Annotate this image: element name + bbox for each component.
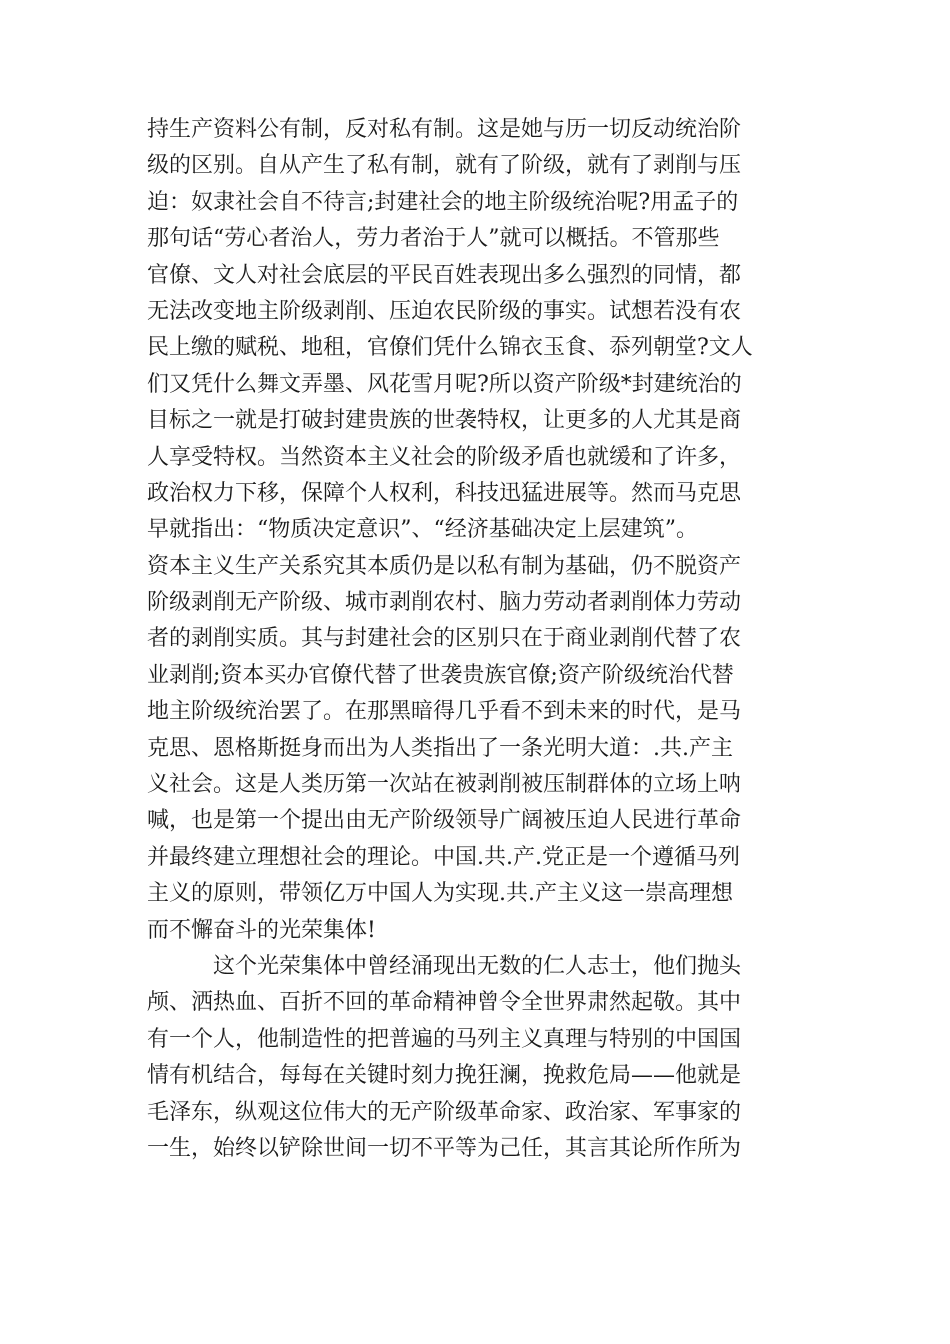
text-line: 并最终建立理想社会的理论。中国.共.产.党正是一个遵循马列 <box>147 844 740 870</box>
text-line: 迫：奴隶社会自不待言;封建社会的地主阶级统治呢?用孟子的 <box>147 189 739 215</box>
text-line: 情有机结合，每每在关键时刻力挽狂澜，挽救危局——他就是 <box>147 1063 742 1089</box>
text-line: 主义的原则，带领亿万中国人为实现.共.产主义这一崇高理想 <box>147 881 733 907</box>
body-text <box>147 112 807 1167</box>
text-line: 业剥削;资本买办官僚代替了世袭贵族官僚;资产阶级统治代替 <box>147 662 734 688</box>
text-line: 地主阶级统治罢了。在那黑暗得几乎看不到未来的时代，是马 <box>147 699 742 725</box>
text-line: 们又凭什么舞文弄墨、风花雪月呢?所以资产阶级*封建统治的 <box>147 371 742 397</box>
text-line: 持生产资料公有制，反对私有制。这是她与历一切反动统治阶 <box>147 117 742 142</box>
text-line: 一生，始终以铲除世间一切不平等为己任，其言其论所作所为 <box>147 1135 742 1161</box>
text-line: 民上缴的赋税、地租，官僚们凭什么锦衣玉食、忝列朝堂?文人 <box>147 335 753 361</box>
text-line: 而不懈奋斗的光荣集体! <box>147 917 376 943</box>
text-line: 那句话“劳心者治人，劳力者治于人”就可以概括。不管那些 <box>147 226 720 252</box>
text-line: 喊，也是第一个提出由无产阶级领导广阔被压迫人民进行革命 <box>147 808 742 834</box>
text-line: 阶级剥削无产阶级、城市剥削农村、脑力劳动者剥削体力劳动 <box>147 590 742 616</box>
text-line: 毛泽东，纵观这位伟大的无产阶级革命家、政治家、军事家的 <box>147 1099 742 1125</box>
text-line: 人享受特权。当然资本主义社会的阶级矛盾也就缓和了许多， <box>147 444 742 470</box>
text-line: 颅、洒热血、百折不回的革命精神曾令全世界肃然起敬。其中 <box>147 990 742 1016</box>
text-line: 者的剥削实质。其与封建社会的区别只在于商业剥削代替了农 <box>147 626 742 652</box>
text-line: 早就指出：“物质决定意识”、“经济基础决定上层建筑”。 <box>147 517 698 543</box>
text-line: 资本主义生产关系究其本质仍是以私有制为基础，仍不脱资产 <box>147 553 742 579</box>
text-line: 克思、恩格斯挺身而出为人类指出了一条光明大道：.共.产主 <box>147 735 733 761</box>
text-line: 无法改变地主阶级剥削、压迫农民阶级的事实。试想若没有农 <box>147 298 742 324</box>
text-line: 有一个人，他制造性的把普遍的马列主义真理与特别的中国国 <box>147 1026 742 1052</box>
text-line: 政治权力下移，保障个人权利，科技迅猛进展等。然而马克思 <box>147 480 742 506</box>
text-line: 目标之一就是打破封建贵族的世袭特权，让更多的人尤其是商 <box>147 408 742 434</box>
text-line: 级的区别。自从产生了私有制，就有了阶级，就有了剥削与压 <box>147 153 742 179</box>
paragraph-first-line: 这个光荣集体中曾经涌现出无数的仁人志士，他们抛头 <box>213 953 742 979</box>
text-line: 官僚、文人对社会底层的平民百姓表现出多么强烈的同情，都 <box>147 262 742 288</box>
text-line: 义社会。这是人类历第一次站在被剥削被压制群体的立场上呐 <box>147 772 742 798</box>
